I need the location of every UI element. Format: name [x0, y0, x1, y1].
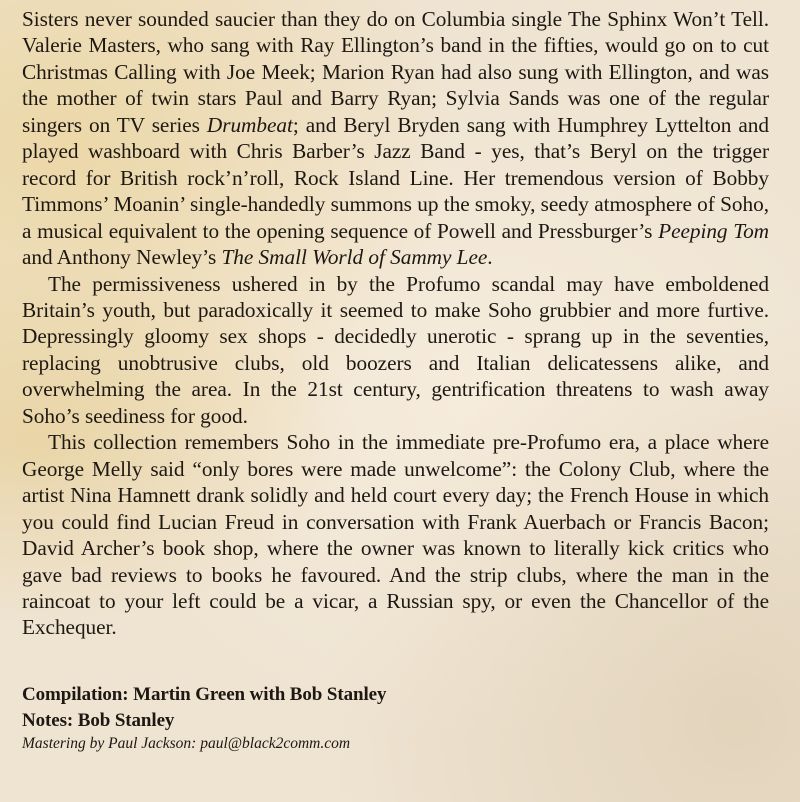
title-peeping-tom: Peeping Tom	[658, 218, 770, 243]
paragraph-1-text-a: Sisters never sounded saucier than they do on Columbia single The Sphinx Won’t Tell. Valerie Masters, who sang with Ray Ellington’s band in the fifties, would go on to cut Christmas Calling with Joe Meek; Marion Ryan had also sung with Ellington, and was the mother of twin stars Paul and Barry Ryan; Sylvia Sands was one of the regular singers on TV series	[22, 7, 769, 137]
paragraph-1-text-d: .	[487, 245, 493, 270]
credit-mastering: Mastering by Paul Jackson: paul@black2comm.com	[22, 735, 351, 752]
paragraph-1	[22, 6, 769, 271]
credits-block	[22, 682, 386, 753]
liner-notes-body	[22, 6, 769, 641]
paragraph-3: This collection remembers Soho in the immediate pre-Profumo era, a place where George Melly said “only bores were made unwelcome”: the Colony Club, where the artist Nina Hamnett drank solidly and held court every day; the French House in which you could find Lucian Freud in conversation with Frank Auerbach or Francis Bacon; David Archer’s book shop, where the owner was known to literally kick critics who gave bad reviews to books he favoured. And the strip clubs, where the man in the raincoat to your left could be a vicar, a Russian spy, or even the Chancellor of the Exchequer.	[22, 430, 769, 640]
title-small-world-of-sammy-lee: The Small World of Sammy Lee	[221, 245, 488, 270]
credit-notes: Notes: Bob Stanley	[22, 710, 175, 731]
paragraph-1-text-b: ; and Beryl Bryden sang with Humphrey Lyttelton and played washboard with Chris Barber’s Jazz Band - yes, that’s Beryl on the trigger record for British rock’n’roll, Rock Island Line. Her tremendous version of Bobby Timmons’ Moanin’ single-handedly summons up the smoky, seedy atmosphere of Soho, a musical equivalent to the opening sequence of Powell and Pressburger’s	[22, 112, 769, 243]
credit-compilation: Compilation: Martin Green with Bob Stanley	[22, 684, 387, 705]
paragraph-1-text-c: and Anthony Newley’s	[22, 245, 222, 270]
paragraph-2: The permissiveness ushered in by the Profumo scandal may have emboldened Britain’s youth, but paradoxically it seemed to make Soho grubbier and more furtive. Depressingly gloomy sex shops - decidedly unerotic - sprang up in the seventies, replacing unobtrusive clubs, old boozers and Italian delicatessens alike, and overwhelming the area. In the 21st century, gentrification threatens to wash away Soho’s seediness for good.	[22, 271, 769, 428]
title-drumbeat: Drumbeat	[206, 112, 293, 137]
